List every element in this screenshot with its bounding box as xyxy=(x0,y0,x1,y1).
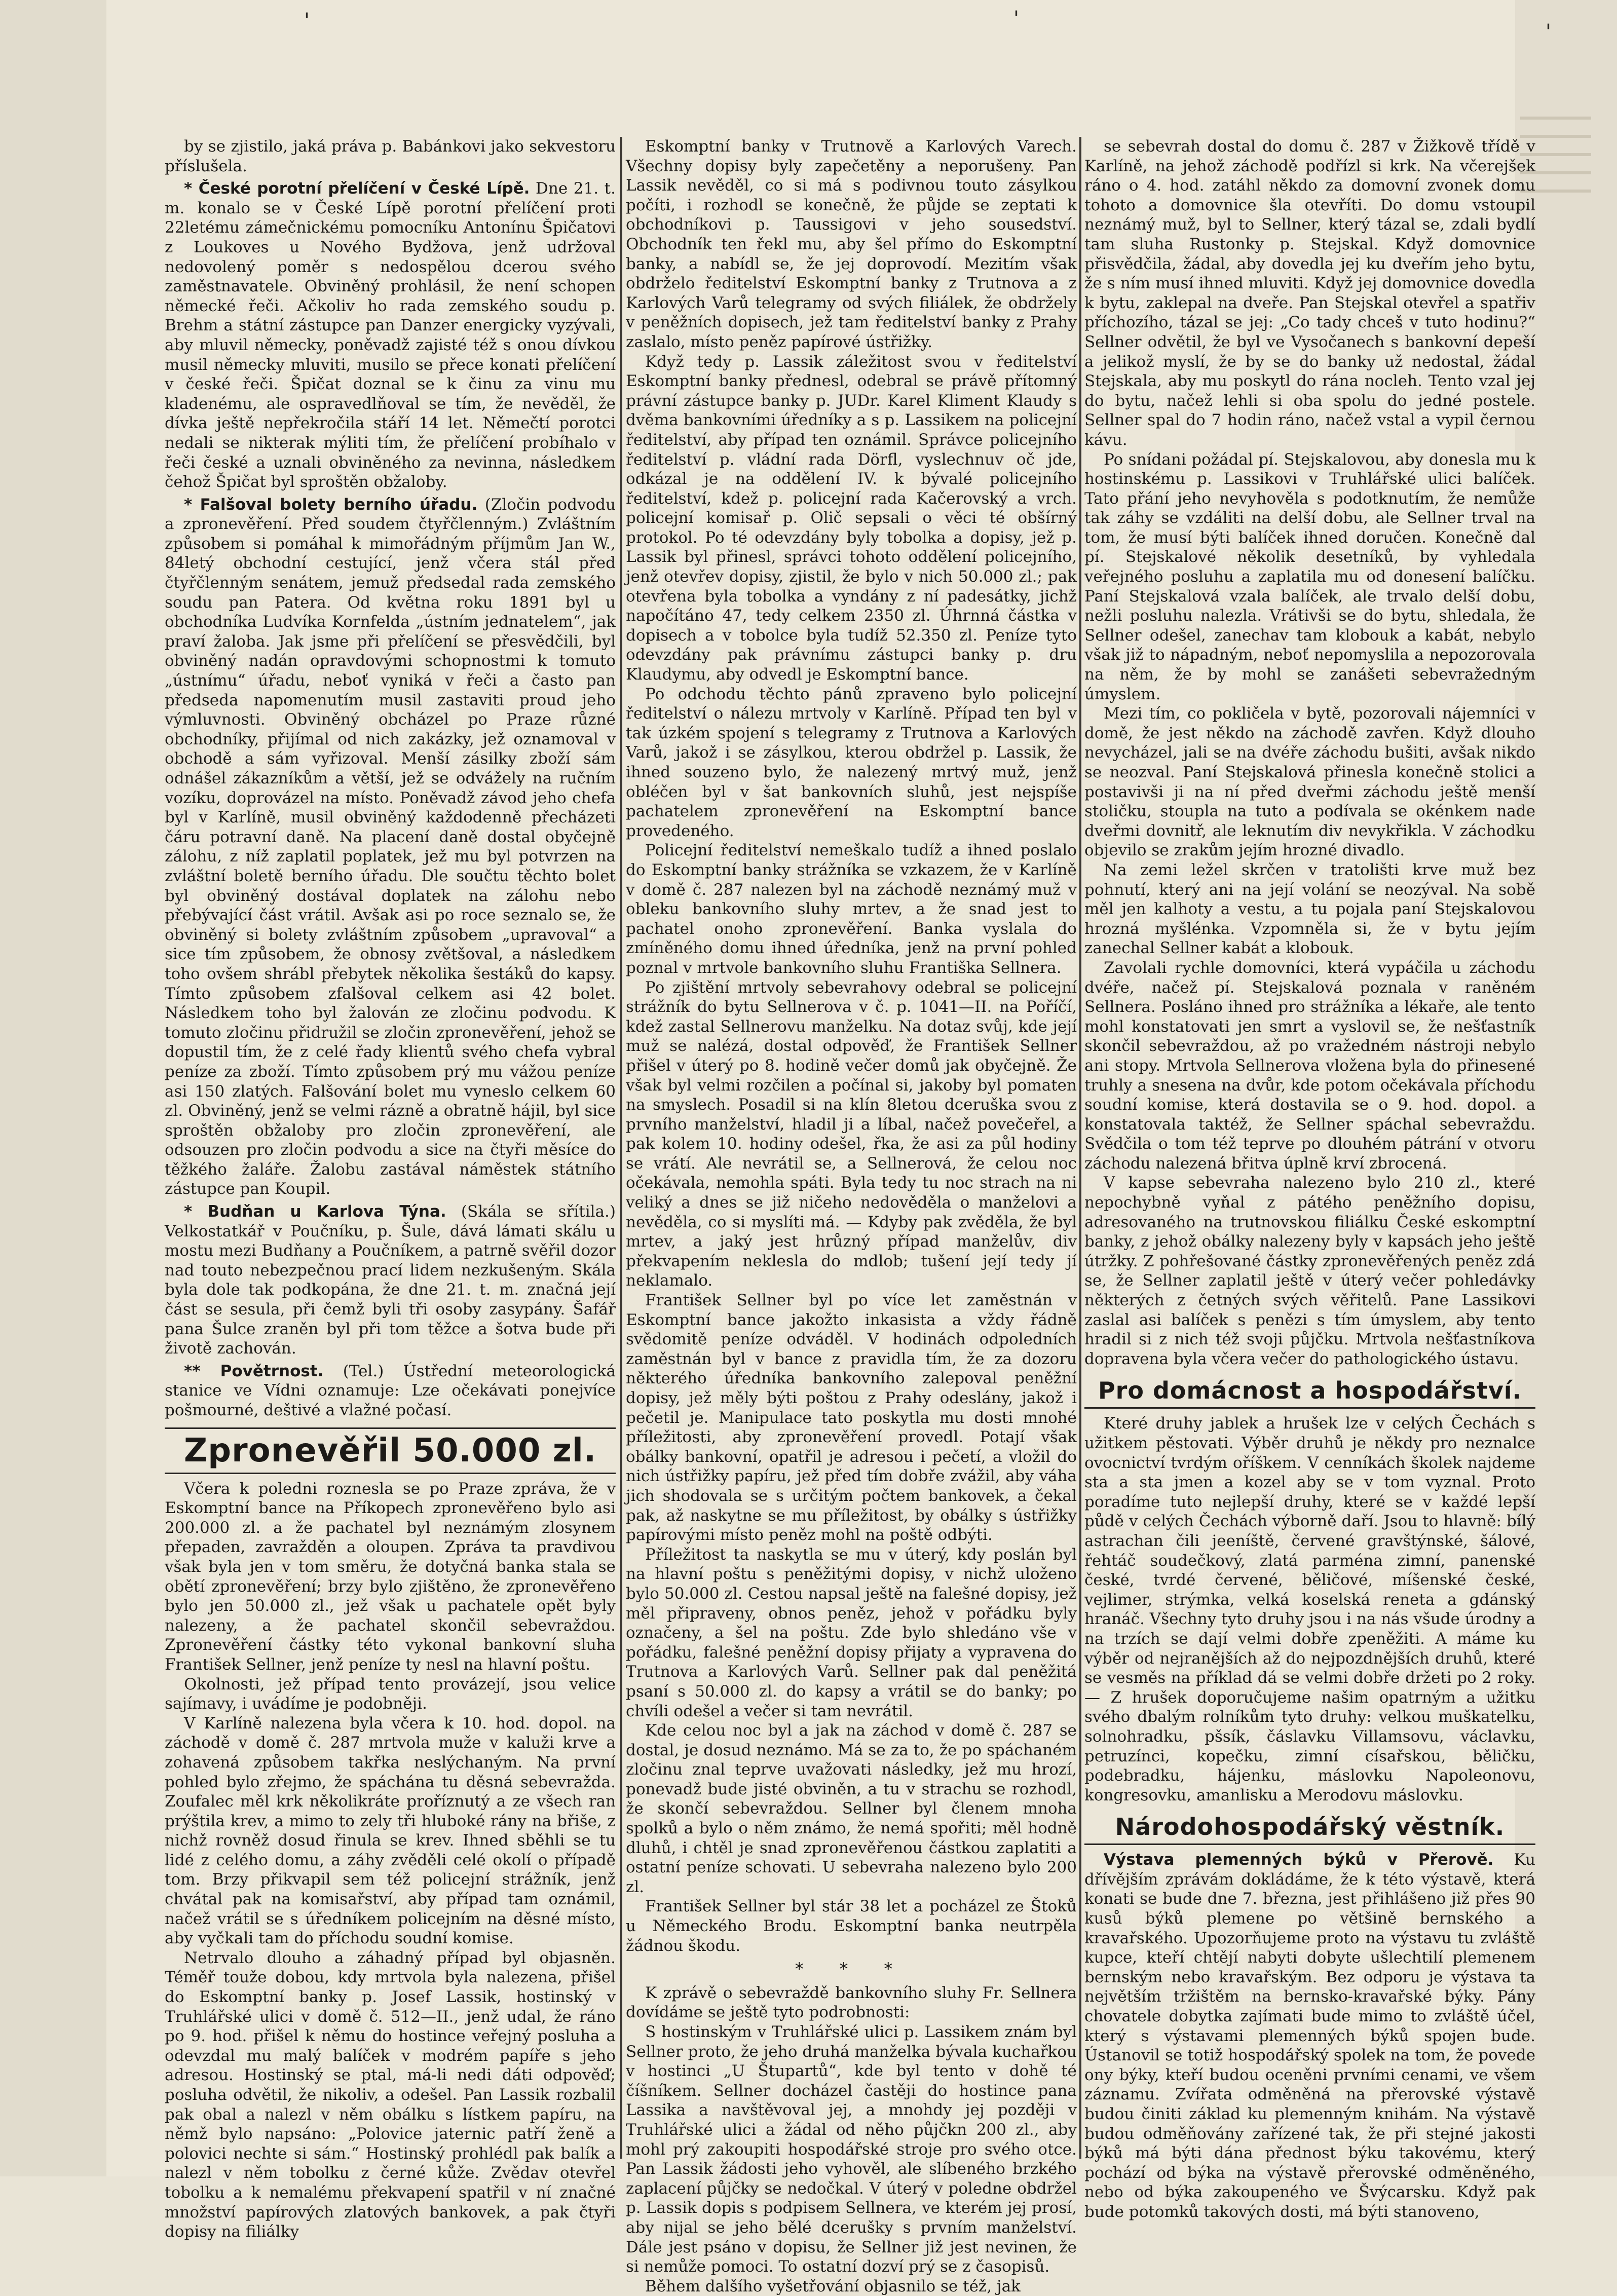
paragraph-text: Včera k poledni roznesla se po Praze zpráva, že v Eskomptní bance na Příkopech zpronevěřeno bylo asi 200.000 zl. a že pachatel byl neznámým zlosynem přepaden, zavražděn a oloupen. Zpráva ta pravdivou však byla jen v tom směru, že dotyčná banka stala se obětí zpronevěření; brzy bylo zjištěno, že zpronevěřeno bylo jen 50.000 zl., jež však u pachatele opět byly nalezeny, a že pachatel skončil sebevraždou. Zpronevěření částky této vykonal bankovní sluha František Sellner, jenž peníze ty nesl na hlavní poštu. xyxy=(165,1479,616,1674)
paragraph-text: se sebevrah dostal do domu č. 287 v Žižkově třídě v Karlíně, na jehož záchodě podřízl si krk. Na včerejšek ráno o 4. hod. zatáhl někdo za domovní zvonek domu tohoto a domovnice šla otevříti. Do domu vstoupil neznámý muž, byl to Sellner, který tázal se, zdali bydlí tam sluha Rustonky p. Stejskal. Když domovnice přisvědčila, žádal, aby dovedla jej ku dveřím jeho bytu, že s ním musí ihned mluviti. Když jej domovnice dovedla k bytu, zaklepal na dveře. Pan Stejskal otevřel a spatřiv příchozího, tázal se jej: „Co tady chceš v tuto hodinu?“ Sellner odvětil, že byl ve Vysočanech s bankovní depeší a jelikož myslí, že by se do banky už nedostal, žádal Stejskala, aby mu poskytl do rána nocleh. Tento vzal jej do bytu, načež lehli si oba spolu do jedné postele. Sellner spal do 7 hodin ráno, načež vstal a vypil černou kávu. xyxy=(1084,137,1535,449)
paragraph-text: Okolnosti, jež případ tento provázejí, jsou velice sajímavy, i uvádíme je podobněji. xyxy=(165,1675,616,1713)
article xyxy=(1084,1812,1535,2222)
paragraph-text: Zavolali rychle domovníci, která vypáčila u záchodu dvéře, načež pí. Stejskalová poznala v raněném Sellnera. Posláno ihned pro strážníka a lékaře, ale tento mohl konstatovati jen smrt a vyslovil se, že nešťastník skončil sebevraždou, až po vražedném nástroji nebylo ani stopy. Mrtvola Sellnerova vložena byla do přinesené truhly a snesena na dvůr, kde potom očekávala příchodu soudní komise, která dostavila se o 9. hod. dopol. a konstatovala taktéž, že Sellner spáchal sebevraždu. Svědčila o tom též teprve po dlouhém pátrání v otvoru záchodu nalezená břitva úplně krví zbrocená. xyxy=(1084,958,1535,1173)
paragraph-text: Když tedy p. Lassik záležitost svou v ředitelství Eskomptní banky přednesl, odebral se právě přítomný právní zástupce banky p. JUDr. Karel Kliment Klaudy s dvěma bankovními úředníky a s p. Lassikem na policejní ředitelství, aby případ ten oznámil. Správce policejního ředitelství p. vládní rada Dörfl, vyslechnuv oč jde, odkázal je na oddělení IV. k bývalé policejního ředitelství, kdež p. policejní rada Kačerovský a vrch. policejní komisař p. Olič sepsali o věci té obšírný protokol. Po té odevzdány byly tobolka a dopisy, jež p. Lassik byl přinesl, správci tohoto oddělení policejního, jenž otevřev dopisy, zjistil, že bylo v nich 50.000 zl.; pak otevřena byla tobolka a vyndány z ní padesátky, jichž napočítáno 47, tedy celkem 2350 zl. Úhrnná částka v dopisech a v tobolce byla tudíž 52.350 zl. Peníze tyto odevzdány pak právnímu zástupci banky p. dru Klaudymu, aby odvedl je Eskomptní bance. xyxy=(626,352,1077,684)
article-paragraph xyxy=(165,1202,616,1359)
paragraph-text: Po snídani požádal pí. Stejskalovou, aby donesla mu k hostinskému p. Lassikovi v Truhlářské ulici balíček. Tato přání jeho nevyhověla s podotknutím, že nemůže tak záhy se vzdáliti na delší dobu, ale Sellner trval na tom, že musí býti balíček ihned doručen. Konečně dal pí. Stejskalové několik desetníků, by vyhledala veřejného posluhu a zaplatila mu od donesení balíčku. Paní Stejskalová vzala balíček, ale trvalo delší dobu, nežli posluhu nalezla. Vrátivši se do bytu, shledala, že Sellner odešel, zanechav tam klobouk a kabát, nebylo však již to nápadným, neboť nepomyslila a nepozorovala na něm, že by mohl se zanášeti sebevražedným úmyslem. xyxy=(1084,450,1535,703)
article-paragraph xyxy=(165,179,616,492)
margin-mark: ' xyxy=(1546,20,1551,44)
article-paragraph xyxy=(626,1983,1077,2022)
paragraph-text: Eskomptní banky v Trutnově a Karlových Varech. Všechny dopisy byly zapečetěny a neporušeny. Pan Lassik nevěděl, co si má s podivnou touto zásylkou počíti, i rozhodl se konečně, že půjde se zeptati k obchodníkovi p. Taussigovi v jeho sousedství. Obchodník ten řekl mu, aby šel přímo do Eskomptní banky, a nabídl se, že jej doprovodí. Mezitím však obdrželo ředitelství Eskomptní banky z Trutnova a z Karlových Varů telegramy od svých filiálek, že obdržely v peněžních dopisech, jež tam ředitelství banky z Prahy zaslalo, místo peněz papírové ústřižky. xyxy=(626,137,1077,351)
text-column-2 xyxy=(626,137,1077,2295)
article xyxy=(165,495,616,1199)
margin-mark: ' xyxy=(304,9,310,32)
article-paragraph xyxy=(165,1479,616,1675)
left-margin xyxy=(0,0,106,2176)
paragraph-text: (Tel.) Ústřední meteorologická stanice ve Vídni oznamuje: Lze očekávati ponejvíce pošmourné, deštivé a vlažné počasí. xyxy=(165,1362,616,1419)
paragraph-text: K zprávě o sebevraždě bankovního sluhy Fr. Sellnera dovídáme se ještě tyto podrobnosti: xyxy=(626,1983,1077,2022)
paragraph-text: (Skála se sřítila.) Velkostatkář v Poučníku, p. Šule, dává lámati skálu u mostu mezi Budňany a Poučníkem, a patrně svěřil dozor nad touto nebezpečnou prací lidem nezkušeným. Skála byla dole tak podkopána, že dne 21. t. m. značná její část se sesula, při čemž byli tři osoby zasypány. Šafář pana Šulce zraněn byl při tom těžce a šotva bude při životě zachován. xyxy=(165,1202,616,1358)
paragraph-text: Netrvalo dlouho a záhadný případ byl objasněn. Téměř touže dobou, kdy mrtvola byla nalezena, přišel do Eskomptní banky p. Josef Lassik, hostinský v Truhlářské ulici v domě č. 512—II., jenž udal, že ráno po 9. hod. přišel k němu do hostince veřejný posluha a odevzdal mu malý balíček v modrém papíře s jeho adresou. Hostinský se ptal, má-li nedi dáti odpověď; posluha odvětil, že nikoliv, a odešel. Pan Lassik rozbalil pak obal a nalezl v něm obálku s lístkem papíru, na němž bylo napsáno: „Polovice jaternic patří ženě a polovici nechte si sám.“ Hostinský prohlédl pak balík a nalezl v něm tobolku z černé kůže. Zvědav otevřel tobolku a k nemalému překvapení spatřil v ní značné množství papírových zlatových bankovek, a pak čtyři dopisy na filiálky xyxy=(165,1948,616,2241)
article-paragraph xyxy=(626,685,1077,841)
article-headline: Národohospodářský věstník. xyxy=(1084,1812,1535,1845)
article-paragraph xyxy=(1084,860,1535,958)
article-paragraph xyxy=(626,1897,1077,1955)
article-paragraph xyxy=(626,137,1077,352)
article xyxy=(1084,137,1535,1369)
article-headline: Zpronevěřil 50.000 zl. xyxy=(165,1427,616,1474)
paragraph-text: S hostinským v Truhlářské ulici p. Lassikem znám byl Sellner proto, že jeho druhá manželka bývala kuchařkou v hostinci „U Štupartů“, kde byl tento v dohě té číšníkem. Sellner docházel častěji do hostince pana Lassika a navštěvoval jej, a mnohdy jej později v Truhlářské ulici a žádal od něho půjčkn 200 zl., aby mohl prý zakoupiti hospodářské stroje pro svého otce. Pan Lassik žádosti jeho vyhověl, ale slíbeného brzkého zaplacení půjčky se nedočkal. V úterý v poledne obdržel p. Lassik dopis s podpisem Sellnera, ve kterém jej prosí, aby nijal se jeho bělé dcerušky s prvním manželství. Dále jest psáno v dopisu, že Sellner již jest nevinen, že si nemůže pomoci. To ostatní dozví prý se z časopisů. xyxy=(626,2023,1077,2276)
paragraph-text: Po zjištění mrtvoly sebevrahovy odebral se policejní strážník do bytu Sellnerova v č. p. 1041—II. na Poříčí, kdež zastal Sellnerovu manželku. Na dotaz svůj, kde její muž se nalézá, dostal odpověď, že František Sellner přišel v úterý po 8. hodině večer domů jak obyčejně. Že však byl velmi rozčilen a počínal si, jakoby byl pomaten na smyslech. Posadil si na klín 8letou dceruška svou z prvního manželství, hladil ji a líbal, načež povečeřel, a pak kolem 10. hodiny odešel, řka, že asi za půl hodiny se vrátí. Ale nevrátil se, a Sellnerová, že celou noc očekávala, nemohla spáti. Byla tedy tu noc strach na ni veliký a dnes se již ničeho nedověděla o manželovi a nevěděla, co si myslíti má. — Kdyby pak zvěděla, že byl mrtev, a jaký jest hrůzný případ manželův, div překvapením neklesla do mdlob; tušení její tedy jí neklamalo. xyxy=(626,978,1077,1290)
article-paragraph xyxy=(165,1714,616,1948)
article-title: * Budňan u Karlova Týna. xyxy=(184,1202,446,1221)
article-paragraph xyxy=(626,352,1077,685)
article-paragraph xyxy=(165,1362,616,1420)
article-paragraph xyxy=(1084,1850,1535,2222)
article-paragraph xyxy=(1084,450,1535,704)
article xyxy=(626,1960,1077,2296)
article-paragraph xyxy=(165,495,616,1199)
paragraph-text: Mezi tím, co pokličela v bytě, pozorovali nájemníci v domě, že jest někdo na záchodě zavřen. Když dlouho nevycházel, jali se na dvéře záchodu bušiti, avšak nikdo se neozval. Paní Stejskalová přinesla konečně stolici a postavivši ji na ní před dveřmi záchodu ještě menší stoličku, stoupla na tuto a podívala se okénkem nade dveřmi dovnitř, ale leknutím div nevykřikla. V záchodku objevilo se zrakům jejím hrozné divadlo. xyxy=(1084,704,1535,860)
paragraph-text: František Sellner byl po více let zaměstnán v Eskomptní bance jakožto inkasista a vždy řádně svědomitě peníze odváděl. V hodinách odpoledních zaměstnán byl v bance z pravidla tím, že za dozoru některého úředníka bankovního zalepoval peněžní dopisy, jež měly býti poštou z Prahy odeslány, jakož i pečetil je. Manipulace tato poskytla mu dosti mnohé příležitosti, aby zpronevěření provedl. Potají však obálky bankovní, opatřil je adresou i pečetí, a vložil do nich ústřižky papíru, jež před tím dobře zvážil, aby váha jich shodovala se s určitým počtem bankovek, a čekal pak, až naskytne se mu příležitost, by obálky s ústřižky papírovými místo peněz mohl na poště odbýti. xyxy=(626,1291,1077,1545)
article xyxy=(165,137,616,176)
article xyxy=(165,1202,616,1359)
paragraph-text: Ku dřívějším zprávám dokládáme, že k této výstavě, která konati se bude dne 7. března, jest přihlášeno již přes 90 kusů býků plemene po většině bernského a kravařského. Upozorňujeme proto na výstavu tu zvláště kupce, kteří chtějí nabyti dobyte ušlechtilí plemenem bernským nebo kravařským. Bez odporu je výstava ta největším tržištěm na bernsko-kravařské býky. Pány chovatele dobytka zajímati bude mimo to zvláště účel, který s výstavami plemenných býků spojen bude. Ústanovil se totiž hospodářský spolek na tom, že povede ony býky, kteří budou oceněni prvními cenami, ve všem záznamu. Zvířata odměněná na přerovské výstavě budou činiti základ ku plemenným knihám. Na výstavě budou odměňovány zařízené tak, že při stejné jakosti býků má býti dána přednost býku takovému, který pochází od býka na výstavě přerovské odměněného, nebo od býka zakoupeného ve Švýcarsku. Když pak bude potomků takových dosti, má býti stanoveno, xyxy=(1084,1851,1535,2221)
article-paragraph xyxy=(626,2277,1077,2296)
paragraph-text: Po odchodu těchto pánů zpraveno bylo policejní ředitelství o nálezu mrtvoly v Karlíně. Případ ten byl v tak úzkém spojení s telegramy z Trutnova a Karlových Varů, jakož i se zásylkou, kterou obdržel p. Lassik, že ihned souzeno bylo, že nalezený mrtvý muž, jenž obléčen byl v šat bankovních sluhů, jest nejspíše pachatelem zpronevěření na Eskomptní bance provedeného. xyxy=(626,685,1077,840)
paragraph-text: Dne 21. t. m. konalo se v České Lípě porotní přelíčení proti 22letému zámečnickému pomocníku Antonínu Špičatovi z Loukoves u Nového Bydžova, jenž udržoval nedovolený poměr s nedospělou dcerou svého zaměstnavatele. Obviněný prohlásil, že není schopen německé řeči. Ačkoliv ho rada zemského soudu p. Brehm a státní zástupce pan Danzer energicky vyzývali, aby mluvil německy, poněvadž zajisté též s onou dívkou musil německy mluviti, musilo se přece konati přelíčení v české řeči. Špičat doznal se k činu za vinu mu kladenému, ale ospravedlňoval se tím, že nevěděl, že dívka ještě nepřekročila stáří 14 let. Němečtí porotci nedali se nikterak mýliti tím, že přelíčení probíhalo v řeči české a uznali obviněného za nevinna, následkem čehož Špičat byl sproštěn obžaloby. xyxy=(165,179,616,492)
article-paragraph xyxy=(165,1948,616,2242)
paragraph-text: Kde celou noc byl a jak na záchod v domě č. 287 se dostal, je dosud neznámo. Má se za to, že po spáchaném zločinu znal teprve uvažovati následky, jež mu hrozí, ponevadž bude jisté obviněn, a tu v strachu se rozhodl, že skončí sebevraždou. Sellner byl členem mnoha spolků a bylo o něm známo, že nemá spořiti; měl hodně dluhů, i chtěl je snad zpronevěřenou částkou zaplatiti a ostatní peníze schovati. U sebevraha nalezeno bylo 200 zl. xyxy=(626,1721,1077,1896)
section-separator: * * * xyxy=(795,1959,908,1980)
paragraph-text: Příležitost ta naskytla se mu v úterý, kdy poslán byl na hlavní poštu s peněžitými dopisy, v nichž uloženo bylo 50.000 zl. Cestou napsal ještě na falešné dopisy, jež měl připraveny, obnos peněz, jehož v pořádku byly označeny, a šel na poštu. Zde bylo shledáno vše v pořádku, falešné peněžní dopisy přijaty a vypravena do Trutnova a Karlových Varů. Sellner pak dal peněžitá psaní s 50.000 zl. do kapsy a vrátil se do banky; po chvíli odešel a večer si tam nevrátil. xyxy=(626,1545,1077,1720)
margin-mark: ' xyxy=(1013,7,1019,30)
paragraph-text: Které druhy jablek a hrušek lze v celých Čechách s užitkem pěstovati. Výběr druhů je někdy pro neznalce ovocnictví tvrdým oříškem. V cenníkách školek najdeme sta a sta jmen a kozel aby se v tom vyznal. Proto poradíme tuto nejlepší druhy, které se v každé lepší půdě v celých Čechách výborně daří. Jsou to hlavně: bílý astrachan čili jeeníště, červené gravštýnské, šálové, řehtáč soudečkový, zlatá parména zimní, panenské české, tvrdé červené, běličové, míšenské české, vejlimer, strýmka, velká koselská reneta a gdánský hranáč. Všechny tyto druhy jsou i na nás všude úrodny a na trzích se dají velmi dobře zpeněžiti. A máme ku výběr od nejranějších až do nejpozdnějších druhů, které se vesměs na příklad dá se velmi dobře držeti po 2 roky. — Z hrušek doporučujeme našim opatrným a užitku svého dbalým rolníkům tyto druhy: velkou muškatelku, solnohradku, pšsík, čáslavku Villamsovu, václavku, petruzínci, kopečku, zimní císařskou, běličku, podebradku, hájenku, máslovku Napoleonovu, kongresovku, amanlisku a Merodovu máslovku. xyxy=(1084,1414,1535,1804)
paragraph-text: František Sellner byl stár 38 let a pocházel ze Štoků u Německého Brodu. Eskomptní banka neutrpěla žádnou škodu. xyxy=(626,1897,1077,1955)
article-paragraph xyxy=(626,841,1077,977)
article xyxy=(165,179,616,492)
article-paragraph xyxy=(626,1545,1077,1721)
article-paragraph xyxy=(1084,958,1535,1174)
article-paragraph xyxy=(626,1291,1077,1545)
article xyxy=(165,1362,616,1420)
article-title: Výstava plemenných býků v Přerově. xyxy=(1104,1851,1494,1869)
paragraph-text: Policejní ředitelství nemeškalo tudíž a ihned poslalo do Eskomptní banky strážníka se vzkazem, že v Karlíně v domě č. 287 nalezen byl na záchodě neznámý muž v oblеku bankovního sluhy mrtev, a že snad jest to pachatel onoho zpronevěření. Banka vyslala do zmíněného domu ihned úředníka, jenž na první pohled poznal v mrtvole bankovního sluhu Františka Sellnera. xyxy=(626,841,1077,977)
article-paragraph xyxy=(626,2022,1077,2277)
article-title: * Falšoval bolety berního úřadu. xyxy=(184,495,478,514)
article-paragraph xyxy=(626,978,1077,1291)
column-rule xyxy=(620,137,622,2159)
paragraph-text: Během dalšího vyšetřování objasnilo se též, jak xyxy=(645,2277,1021,2295)
article-paragraph xyxy=(1084,704,1535,860)
paragraph-text: by se zjistilo, jaká práva p. Babánkovi jako sekvestoru příslušela. xyxy=(165,137,616,175)
article-paragraph xyxy=(165,137,616,176)
article-paragraph xyxy=(165,1675,616,1714)
text-column-3 xyxy=(1084,137,1535,2221)
column-rule xyxy=(1079,137,1081,2159)
article-paragraph xyxy=(1084,1414,1535,1805)
article-paragraph xyxy=(626,1721,1077,1897)
article-paragraph xyxy=(1084,137,1535,450)
article xyxy=(626,137,1077,1955)
paragraph-text: V kapse sebevraha nalezeno bylo 210 zl., které nepochybně vyňal z pátého peněžního dopisu, adresovaného na trutnovskou filiálku České eskomptní banky, z jehož obálky nalezeny byly v kapsách jeho ještě útržky. Z pohřešované částky zpronevěřených peněz zdá se, že Sellner zaplatil ještě v úterý večer pohledávky některých z četných svých věřitelů. Pane Lassikovi zaslal asi balíček s penězi s tím úmyslem, aby tento hradil si z nich též svoji půjčku. Mrtvola nešťastníkova dopravena byla včera večer do pathologického ústavu. xyxy=(1084,1174,1535,1368)
article-headline: Pro domácnost a hospodářství. xyxy=(1084,1376,1535,1409)
article-paragraph xyxy=(1084,1173,1535,1369)
article-title: * České porotní přelíčení v České Lípě. xyxy=(184,179,530,198)
text-column-1 xyxy=(165,137,616,2241)
article xyxy=(165,1427,616,2242)
article-title: ** Povětrnost. xyxy=(184,1362,324,1380)
paragraph-text: V Karlíně nalezena byla včera k 10. hod. dopol. na záchodě v domě č. 287 mrtvola muže v kaluži krve a zohavená způsobem takřka neslýchaným. Na první pohled bylo zřejmo, že spáchána tu děsná sebevražda. Zoufalec měl krk několikráte proříznutý a ze všech ran prýštila krev, a mimo to zely tři hluboké rány na břiše, z nichž rovněž dosud řinula se krev. Ihned sběhli se tu lidé z celého domu, a záhy zvěděli celé okolí o případě tom. Brzy přikvapil sem též policejní strážník, jenž chvátal pak na komisařství, aby případ tam oznámil, načež vrátil se s úředníkem policejním na děsné místo, aby vyčkali tam do příchodu soudní komise. xyxy=(165,1714,616,1948)
paragraph-text: Na zemi ležel skrčen v tratolišti krve muž bez pohnutí, který ani na její volání se neozýval. Na sobě měl jen kalhoty a vestu, a tu pojala paní Stejskalovou hrozná myšlénka. Vzpomněla si, že v bytu jejím zanechal Sellner kabát a klobouk. xyxy=(1084,860,1535,958)
paragraph-text: (Zločin podvodu a zpronevěření. Před soudem čtyřčlenným.) Zvláštním způsobem si pomáhal k mimořádným příjmům Jan W., 84letý obchodní cestující, jenž včera stál před čtyřčlenným senátem, jemuž předsedal rada zemského soudu pan Patera. Od května roku 1891 byl u obchodníka Ludvíka Kornfelda „ústním jednatelem“, jak praví žaloba. Jak jsme při přelíčení se přesvědčili, byl obviněný nadán opravdovými schopnostmi k tomuto „ústnímu“ úřadu, neboť vyniká v řeči a často pan předseda napomenutím musil zastaviti proud jeho výmluvnosti. Obviněný obcházel po Praze různé obchodníky, přijímal od nich zakázky, jež oznamoval v obchodě a sám vyřizoval. Menší zásilky zboží sám odnášel zákazníkům a větší, jež se odvážely na ručním vozíku, doprovázel na místo. Poněvadž závod jeho chefa byl v Karlíně, musil obviněný každodenně přecházeti čáru potravní daně. Na placení daně dostal obyčejně zálohu, z níž zaplatil poplatek, jež mu byl potvrzen na zvláštní boletě berního úřadu. Dle součtu těchto bolet byl obviněný dostával doplatek na zálohu nebo přebývající část vrátil. Avšak asi po roce seznalo se, že obviněný si bolety zvláštním způsobem „upravoval“ a sice tím způsobem, že obnosy zvětšoval, a následkem toho ovšem shrábl přebytek několika šestáků do kapsy. Tímto způsobem zfalšoval celkem asi 42 bolet. Následkem toho byl žalován ze zločinu podvodu. K tomuto zločinu přidružil se zločin zpronevěření, jehož se dopustil tím, že z celé řady klientů svého chefa vybral peníze za zboží. Tímto způsobem prý mu vážou peníze asi 150 zlatých. Falšování bolet mu vyneslo celkem 60 zl. Obviněný, jenž se velmi rázně a obratně hájil, byl sice sproštěn obžaloby pro zločin zpronevěření, ale odsouzen pro zločin podvodu a sice na čtyři měsíce do těžkého žaláře. Žalobu zastával náměstek státního zástupce pan Koupil. xyxy=(165,495,616,1198)
article xyxy=(1084,1376,1535,1805)
